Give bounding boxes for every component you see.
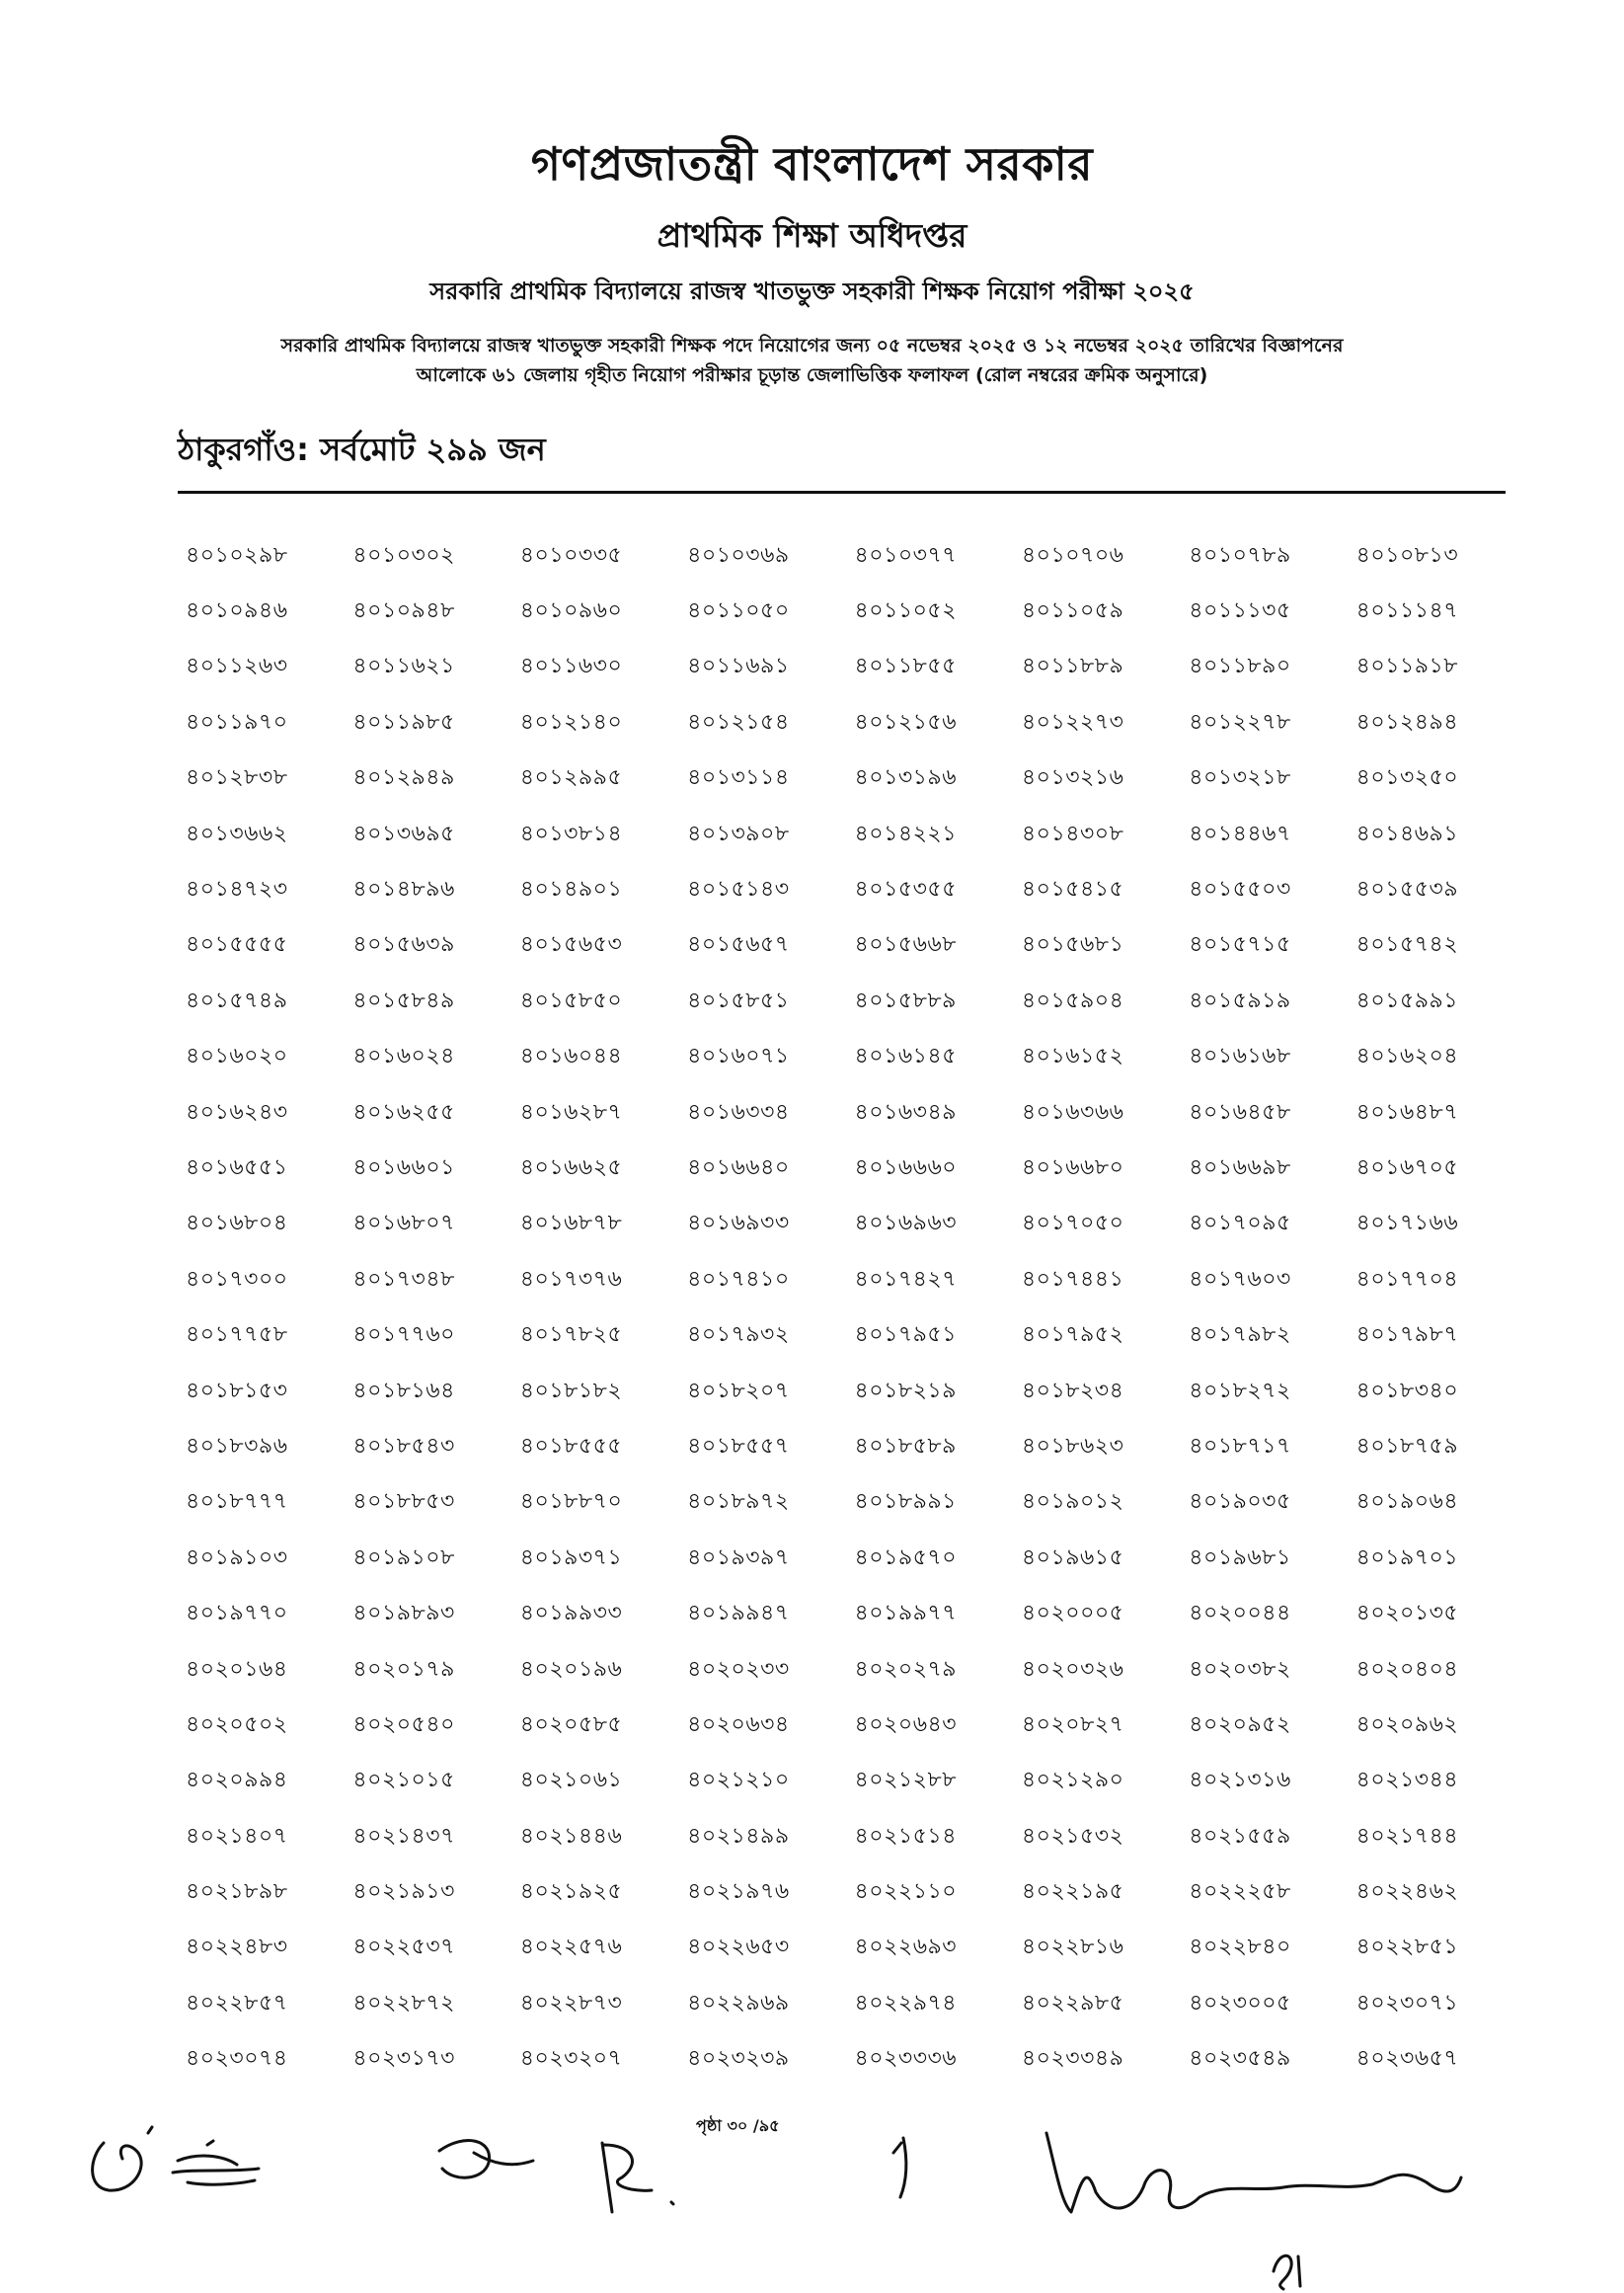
roll-number: ৪০১১৬৩০ <box>519 654 623 679</box>
roll-number: ৪০১৬৬২৫ <box>519 1154 623 1180</box>
roll-number: ৪০২২৮১৬ <box>1021 1935 1124 1960</box>
roll-number: ৪০১৬০৭১ <box>687 1044 790 1069</box>
roll-number: ৪০১৮৩৪০ <box>1355 1378 1459 1403</box>
roll-row <box>186 1364 1523 1419</box>
roll-number: ৪০১৯৩৭১ <box>519 1544 623 1570</box>
roll-row <box>186 528 1523 584</box>
roll-number: ৪০২০৬৪৩ <box>854 1711 958 1737</box>
roll-number: ৪০১৫৮৮৯ <box>854 988 957 1013</box>
roll-number: ৪০১৮৯৯১ <box>854 1489 957 1515</box>
roll-number: ৪০১৬২৮৭ <box>519 1099 623 1125</box>
roll-number: ৪০১৭০৫০ <box>1021 1211 1124 1236</box>
roll-number: ৪০১৩৮১৪ <box>519 821 623 846</box>
signature-4 <box>602 2143 673 2212</box>
roll-number: ৪০২১৩৪৪ <box>1355 1768 1459 1793</box>
roll-number: ৪০১০৯৬০ <box>519 598 623 624</box>
roll-number: ৪০১৮২৩৪ <box>1021 1378 1124 1403</box>
roll-number: ৪০১৬৭০৫ <box>1355 1154 1459 1180</box>
roll-number: ৪০২০৮২৭ <box>1021 1711 1124 1737</box>
roll-number: ৪০১০৭৮৯ <box>1189 542 1291 568</box>
roll-number: ৪০১৪৮৯৬ <box>352 877 455 903</box>
roll-number: ৪০২১০৬১ <box>519 1768 623 1793</box>
roll-number: ৪০১১৮৮৯ <box>1021 654 1124 679</box>
roll-number: ৪০১৫৭৪২ <box>1355 932 1459 958</box>
roll-number: ৪০১৯৭৭০ <box>186 1601 288 1626</box>
roll-number: ৪০২১২৯০ <box>1021 1768 1124 1793</box>
roll-number: ৪০১৬৬৬০ <box>854 1154 958 1180</box>
roll-number: ৪০১৭০৯৫ <box>1189 1211 1291 1236</box>
roll-number: ৪০২২৯৭৪ <box>854 1990 958 2016</box>
roll-number: ৪০১৯৯৪৭ <box>687 1601 790 1626</box>
roll-number: ৪০১৩১৯৬ <box>854 765 958 791</box>
roll-number: ৪০১৮৬২৩ <box>1021 1433 1124 1459</box>
roll-number: ৪০১৫৬৩৯ <box>352 932 455 958</box>
roll-number: ৪০১৮৭৭৭ <box>186 1489 288 1515</box>
roll-number: ৪০১৮২০৭ <box>687 1378 790 1403</box>
roll-number: ৪০১৬৯৩৩ <box>687 1211 790 1236</box>
roll-number: ৪০১১৯১৮ <box>1355 654 1459 679</box>
roll-number: ৪০১৫৬৬৮ <box>854 932 958 958</box>
exam-title: সরকারি প্রাথমিক বিদ্যালয়ে রাজস্ব খাতভুক্ত সহকারী শিক্ষক নিয়োগ পরীক্ষা ২০২৫ <box>429 277 1195 305</box>
roll-number: ৪০২০০৪৪ <box>1189 1601 1291 1626</box>
roll-number: ৪০১১২৬৩ <box>186 654 288 679</box>
roll-number: ৪০২১৯২৫ <box>519 1879 623 1905</box>
roll-number: ৪০২৩১৭৩ <box>352 2046 455 2072</box>
signature-1 <box>93 2127 152 2190</box>
roll-number: ৪০২২৪৮৩ <box>186 1935 288 1960</box>
roll-number: ৪০২০২৭৯ <box>854 1656 958 1682</box>
roll-number: ৪০১৫৮৫১ <box>687 988 790 1013</box>
government-title: গণপ্রজাতন্ত্রী বাংলাদেশ সরকার <box>530 137 1094 191</box>
roll-row <box>186 974 1523 1029</box>
roll-number: ৪০১৪৯০১ <box>519 877 623 903</box>
roll-number: ৪০২১৫৩২ <box>1021 1823 1124 1849</box>
roll-number: ৪০১৫৬৫৩ <box>519 932 623 958</box>
roll-number: ৪০২১৮৯৮ <box>186 1879 288 1905</box>
signature-3 <box>439 2141 533 2178</box>
roll-row <box>186 751 1523 807</box>
roll-row <box>186 807 1523 862</box>
roll-number: ৪০১৬০৪৪ <box>519 1044 623 1069</box>
roll-number: ৪০২৩৩৪৯ <box>1021 2046 1124 2072</box>
roll-number: ৪০১৩৬৯৫ <box>352 821 455 846</box>
roll-number: ৪০১৮৫৪৩ <box>352 1433 455 1459</box>
roll-number: ৪০১৬৬৪০ <box>687 1154 790 1180</box>
roll-number: ৪০১৬১৬৮ <box>1189 1044 1291 1069</box>
roll-number: ৪০২২৬৫৩ <box>687 1935 790 1960</box>
roll-number: ৪০১৯০১২ <box>1021 1489 1124 1515</box>
roll-number: ৪০১৩২১৬ <box>1021 765 1124 791</box>
roll-number: ৪০১১৬৯১ <box>687 654 790 679</box>
roll-number: ৪০২২৮৫৭ <box>186 1990 288 2016</box>
district-heading: ঠাকুরগাঁও: সর্বমোট ২৯৯ জন <box>178 431 546 468</box>
roll-number: ৪০১৬৬৯৮ <box>1189 1154 1291 1180</box>
roll-number: ৪০১৫৬৫৭ <box>687 932 790 958</box>
roll-number: ৪০২০৪০৪ <box>1355 1656 1459 1682</box>
roll-number: ৪০১২১৫৬ <box>854 709 958 735</box>
roll-number: ৪০১৭৭০৪ <box>1355 1266 1459 1292</box>
page-number: পৃষ্ঠা ৩০ /৯৫ <box>696 2116 780 2135</box>
roll-number: ৪০২০২৩৩ <box>687 1656 790 1682</box>
roll-row <box>186 1864 1523 1920</box>
roll-number: ৪০১৪৩০৮ <box>1021 821 1124 846</box>
roll-number: ৪০১৬২৪৩ <box>186 1099 288 1125</box>
roll-row <box>186 1419 1523 1474</box>
roll-number: ৪০২২৮৪০ <box>1189 1935 1291 1960</box>
roll-row <box>186 1976 1523 2031</box>
roll-number: ৪০২২৮৭২ <box>352 1990 455 2016</box>
roll-number: ৪০২১৪৪৬ <box>519 1823 623 1849</box>
roll-number: ৪০১৯৯৩৩ <box>519 1601 623 1626</box>
roll-number: ৪০১৭৬০৩ <box>1189 1266 1291 1292</box>
roll-number: ৪০১৭৪১০ <box>687 1266 790 1292</box>
roll-number: ৪০২৩০৭১ <box>1355 1990 1459 2016</box>
roll-number: ৪০১৮২৭২ <box>1189 1378 1291 1403</box>
divider <box>178 491 1506 494</box>
notice-line-2: আলোকে ৬১ জেলায় গৃহীত নিয়োগ পরীক্ষার চূড়ান্ত জেলাভিত্তিক ফলাফল (রোল নম্বরের ক্রমিক অনুসারে) <box>416 364 1208 386</box>
roll-number: ৪০২২৫৩৭ <box>352 1935 455 1960</box>
roll-number: ৪০২০৯৫২ <box>1189 1711 1291 1737</box>
roll-number: ৪০১৬৮০৪ <box>186 1211 288 1236</box>
roll-number: ৪০২২৬৯৩ <box>854 1935 958 1960</box>
roll-number: ৪০১৯৮৯৩ <box>352 1601 455 1626</box>
roll-number: ৪০১১১৪৭ <box>1355 598 1459 624</box>
roll-number: ৪০২০৯৬২ <box>1355 1711 1459 1737</box>
roll-number: ৪০১৭৩৭৬ <box>519 1266 623 1292</box>
signature-2 <box>173 2141 259 2184</box>
roll-number: ৪০২০৬৩৪ <box>687 1711 790 1737</box>
roll-number: ৪০১৭৯৩২ <box>687 1322 790 1348</box>
roll-number: ৪০১৫৭৪৯ <box>186 988 288 1013</box>
roll-number: ৪০২১৪০৭ <box>186 1823 288 1849</box>
roll-row <box>186 1252 1523 1307</box>
roll-number: ৪০১০৮১৩ <box>1355 542 1459 568</box>
roll-number: ৪০১৩৬৬২ <box>186 821 288 846</box>
roll-number: ৪০১৮২১৯ <box>854 1378 957 1403</box>
roll-number: ৪০১৫৮৫০ <box>519 988 623 1013</box>
roll-row <box>186 1586 1523 1641</box>
roll-number: ৪০১৫৭১৫ <box>1189 932 1291 958</box>
roll-row <box>186 1141 1523 1196</box>
roll-row <box>186 1809 1523 1864</box>
roll-number: ৪০২১৯১৩ <box>352 1879 455 1905</box>
roll-number: ৪০১৮৫৫৭ <box>687 1433 790 1459</box>
roll-row <box>186 1197 1523 1252</box>
roll-row <box>186 695 1523 751</box>
roll-number: ৪০১৮১৮২ <box>519 1378 623 1403</box>
roll-number: ৪০২১২১০ <box>687 1768 790 1793</box>
roll-number: ৪০১৯৬১৫ <box>1021 1544 1124 1570</box>
roll-number: ৪০১৭৭৫৮ <box>186 1322 288 1348</box>
roll-number: ৪০২২৫৭৬ <box>519 1935 623 1960</box>
roll-number: ৪০২০১৬৪ <box>186 1656 288 1682</box>
roll-number: ৪০১৪২২১ <box>854 821 958 846</box>
roll-number: ৪০১২২৭৮ <box>1189 709 1291 735</box>
roll-number: ৪০১৬২০৪ <box>1355 1044 1459 1069</box>
roll-number: ৪০১৪৬৯১ <box>1355 821 1459 846</box>
roll-number: ৪০২৩৬৫৭ <box>1355 2046 1459 2072</box>
roll-number: ৪০২৩২০৭ <box>519 2046 623 2072</box>
roll-number: ৪০২০৫০২ <box>186 1711 288 1737</box>
signature-scribbles <box>0 2074 1624 2293</box>
roll-number: ৪০১৭৯৮৭ <box>1355 1322 1459 1348</box>
roll-number: ৪০১৬১৪৫ <box>854 1044 957 1069</box>
roll-number: ৪০১৭৯৫১ <box>854 1322 957 1348</box>
roll-number: ৪০২২৯৮৫ <box>1021 1990 1124 2016</box>
roll-number: ৪০১৯০৩৫ <box>1189 1489 1291 1515</box>
roll-row <box>186 584 1523 639</box>
roll-number: ৪০২০০০৫ <box>1021 1601 1124 1626</box>
roll-number: ৪০১০৩৩৫ <box>519 542 623 568</box>
roll-number: ৪০১১৮৫৫ <box>854 654 957 679</box>
roll-number-grid <box>186 528 1523 2088</box>
roll-number: ৪০১১০৫০ <box>687 598 790 624</box>
roll-number: ৪০১৬৫৫১ <box>186 1154 288 1180</box>
roll-row <box>186 1085 1523 1141</box>
roll-number: ৪০২১৯৭৬ <box>687 1879 790 1905</box>
roll-number: ৪০১৫৯৯১ <box>1355 988 1459 1013</box>
roll-number: ৪০১১৮৯০ <box>1189 654 1291 679</box>
roll-number: ৪০১৬৮০৭ <box>352 1211 455 1236</box>
roll-number: ৪০১০৯৪৬ <box>186 598 288 624</box>
roll-number: ৪০১৬৩৬৬ <box>1021 1099 1124 1125</box>
roll-number: ৪০২০৫৪০ <box>352 1711 455 1737</box>
notice-line-1: সরকারি প্রাথমিক বিদ্যালয়ে রাজস্ব খাতভুক্ত সহকারী শিক্ষক পদে নিয়োগের জন্য ০৫ নভেম্বর ২০২৫ ও ১২ নভেম্বর ২০২৫ তারিখের বিজ্ঞাপনের <box>280 335 1344 356</box>
roll-number: ৪০২৩০০৫ <box>1189 1990 1291 2016</box>
roll-number: ৪০১৭১৬৬ <box>1355 1211 1459 1236</box>
roll-number: ৪০১৮৩৯৬ <box>186 1433 288 1459</box>
roll-number: ৪০২০৫৮৫ <box>519 1711 623 1737</box>
roll-number: ৪০১০৩৬৯ <box>687 542 790 568</box>
roll-row <box>186 1531 1523 1586</box>
roll-number: ৪০১৩১১৪ <box>687 765 790 791</box>
roll-number: ৪০২১২৮৮ <box>854 1768 958 1793</box>
roll-number: ৪০২০৩২৬ <box>1021 1656 1124 1682</box>
signatures <box>0 2074 1624 2293</box>
roll-row <box>186 1921 1523 1976</box>
roll-number: ৪০১০৭০৬ <box>1021 542 1124 568</box>
roll-number: ৪০২১০১৫ <box>352 1768 455 1793</box>
roll-number: ৪০১৯৫৭০ <box>854 1544 958 1570</box>
roll-number: ৪০১৫৬৮১ <box>1021 932 1124 958</box>
roll-number: ৪০২০১৩৫ <box>1355 1601 1459 1626</box>
roll-number: ৪০১১০৫২ <box>854 598 958 624</box>
roll-number: ৪০১২১৫৪ <box>687 709 790 735</box>
roll-number: ৪০১৬১৫২ <box>1021 1044 1124 1069</box>
roll-number: ৪০১২৯৪৯ <box>352 765 455 791</box>
roll-number: ৪০১১৬২১ <box>352 654 455 679</box>
roll-number: ৪০২১৪৯৯ <box>687 1823 790 1849</box>
roll-number: ৪০২১৪৩৭ <box>352 1823 455 1849</box>
signature-6 <box>1274 2255 1300 2289</box>
roll-number: ৪০১২২৭৩ <box>1021 709 1124 735</box>
roll-number: ৪০১৭৮২৫ <box>519 1322 623 1348</box>
roll-number: ৪০১৬৬০১ <box>352 1154 455 1180</box>
roll-number: ৪০১৮১৬৪ <box>352 1378 455 1403</box>
roll-number: ৪০১৮৫৮৯ <box>854 1433 957 1459</box>
roll-number: ৪০১৮৫৫৫ <box>519 1433 623 1459</box>
roll-number: ৪০১২৯৯৫ <box>519 765 623 791</box>
roll-number: ৪০১০৩০২ <box>352 542 455 568</box>
roll-number: ৪০১৯১০৩ <box>186 1544 288 1570</box>
roll-number: ৪০১৫১৪৩ <box>687 877 790 903</box>
roll-number: ৪০১৬০২৪ <box>352 1044 455 1069</box>
roll-row <box>186 918 1523 974</box>
roll-number: ৪০১২৪৯৪ <box>1355 709 1459 735</box>
roll-number: ৪০১৯১০৮ <box>352 1544 455 1570</box>
roll-number: ৪০২০১৯৬ <box>519 1656 623 1682</box>
roll-number: ৪০২২১৯৫ <box>1021 1879 1124 1905</box>
roll-number: ৪০২১৫৫৯ <box>1189 1823 1291 1849</box>
roll-number: ৪০২৩০৭৪ <box>186 2046 288 2072</box>
roll-number: ৪০১১৯৭০ <box>186 709 288 735</box>
roll-number: ৪০১৩২১৮ <box>1189 765 1291 791</box>
roll-number: ৪০১৯৬৮১ <box>1189 1544 1291 1570</box>
roll-number: ৪০১৭৯৫২ <box>1021 1322 1124 1348</box>
roll-number: ৪০১৬৪৫৮ <box>1189 1099 1291 1125</box>
roll-number: ৪০১৬৩৪৯ <box>854 1099 958 1125</box>
roll-number: ৪০১৬৪৮৭ <box>1355 1099 1459 1125</box>
roll-number: ৪০১০৩৭৭ <box>854 542 958 568</box>
roll-number: ৪০১৯০৬৪ <box>1355 1489 1459 1515</box>
roll-number: ৪০১৮৮৭০ <box>519 1489 623 1515</box>
roll-number: ৪০২১৭৪৪ <box>1355 1823 1459 1849</box>
roll-number: ৪০১৭৪২৭ <box>854 1266 958 1292</box>
roll-number: ৪০২২৪৬২ <box>1355 1879 1459 1905</box>
roll-number: ৪০১৩৯০৮ <box>687 821 790 846</box>
roll-number: ৪০২২২৫৮ <box>1189 1879 1291 1905</box>
roll-number: ৪০১৫৯০৪ <box>1021 988 1124 1013</box>
roll-number: ৪০১৪৪৬৭ <box>1189 821 1291 846</box>
signature-mark <box>893 2138 906 2197</box>
roll-number: ৪০১৯৩৯৭ <box>687 1544 790 1570</box>
roll-number: ৪০২০১৭৯ <box>352 1656 455 1682</box>
roll-number: ৪০১০৯৪৮ <box>352 598 455 624</box>
roll-number: ৪০২৩৫৪৯ <box>1189 2046 1291 2072</box>
roll-number: ৪০২২১১০ <box>854 1879 958 1905</box>
roll-number: ৪০২১৩১৬ <box>1189 1768 1291 1793</box>
roll-number: ৪০১৫৫৫৫ <box>186 932 288 958</box>
roll-number: ৪০১৩২৫০ <box>1355 765 1459 791</box>
roll-number: ৪০২১৫১৪ <box>854 1823 957 1849</box>
roll-number: ৪০১৫৩৫৫ <box>854 877 957 903</box>
roll-row <box>186 1475 1523 1531</box>
roll-row <box>186 1642 1523 1698</box>
roll-number: ৪০১৫৫৩৯ <box>1355 877 1459 903</box>
roll-number: ৪০১৫৪১৫ <box>1021 877 1124 903</box>
roll-row <box>186 640 1523 695</box>
roll-number: ৪০১১৯৮৫ <box>352 709 455 735</box>
roll-number: ৪০২২৮৫১ <box>1355 1935 1459 1960</box>
roll-row <box>186 1698 1523 1753</box>
roll-number: ৪০১৭৩০০ <box>186 1266 288 1292</box>
roll-number: ৪০১৮৮৫৩ <box>352 1489 455 1515</box>
roll-number: ৪০১২৮৩৮ <box>186 765 288 791</box>
roll-row <box>186 1754 1523 1809</box>
roll-number: ৪০২২৯৬৯ <box>687 1990 790 2016</box>
notice-text <box>148 331 1476 390</box>
roll-number: ৪০১১১৩৫ <box>1189 598 1291 624</box>
roll-number: ৪০১৮৭৫৯ <box>1355 1433 1459 1459</box>
roll-row <box>186 1307 1523 1363</box>
roll-number: ৪০১৭৭৬০ <box>352 1322 455 1348</box>
roll-number: ৪০২০৩৮২ <box>1189 1656 1291 1682</box>
roll-number: ৪০১৬৮৭৮ <box>519 1211 623 1236</box>
roll-number: ৪০১৭৯৮২ <box>1189 1322 1291 1348</box>
roll-number: ৪০১৮৭১৭ <box>1189 1433 1291 1459</box>
roll-row <box>186 1030 1523 1085</box>
roll-number: ৪০১৬৬৮০ <box>1021 1154 1124 1180</box>
roll-number: ৪০১৯৭০১ <box>1355 1544 1459 1570</box>
roll-number: ৪০১০২৯৮ <box>186 542 288 568</box>
roll-number: ৪০২২৮৭৩ <box>519 1990 623 2016</box>
roll-number: ৪০১৮৯৭২ <box>687 1489 790 1515</box>
signature-5 <box>1046 2133 1461 2212</box>
roll-number: ৪০১৫৯১৯ <box>1189 988 1291 1013</box>
roll-number: ৪০১৫৫০৩ <box>1189 877 1291 903</box>
roll-number: ৪০১৮১৫৩ <box>186 1378 288 1403</box>
roll-number: ৪০১৭৩৪৮ <box>352 1266 455 1292</box>
roll-number: ৪০১৬২৫৫ <box>352 1099 455 1125</box>
roll-number: ৪০১৬৯৬৩ <box>854 1211 958 1236</box>
roll-row <box>186 862 1523 917</box>
roll-number: ৪০২০৯৯৪ <box>186 1768 288 1793</box>
roll-number: ৪০১৫৮৪৯ <box>352 988 455 1013</box>
roll-number: ৪০১৭৪৪১ <box>1021 1266 1124 1292</box>
roll-number: ৪০১৪৭২৩ <box>186 877 288 903</box>
roll-number: ৪০১১০৫৯ <box>1021 598 1124 624</box>
roll-number: ৪০২৩২৩৯ <box>687 2046 790 2072</box>
roll-number: ৪০১৯৯৭৭ <box>854 1601 958 1626</box>
roll-number: ৪০১২১৪০ <box>519 709 623 735</box>
roll-number: ৪০২৩৩৩৬ <box>854 2046 958 2072</box>
department-title: প্রাথমিক শিক্ষা অধিদপ্তর <box>657 216 967 255</box>
roll-number: ৪০১৬০২০ <box>186 1044 288 1069</box>
roll-number: ৪০১৬৩৩৪ <box>687 1099 790 1125</box>
